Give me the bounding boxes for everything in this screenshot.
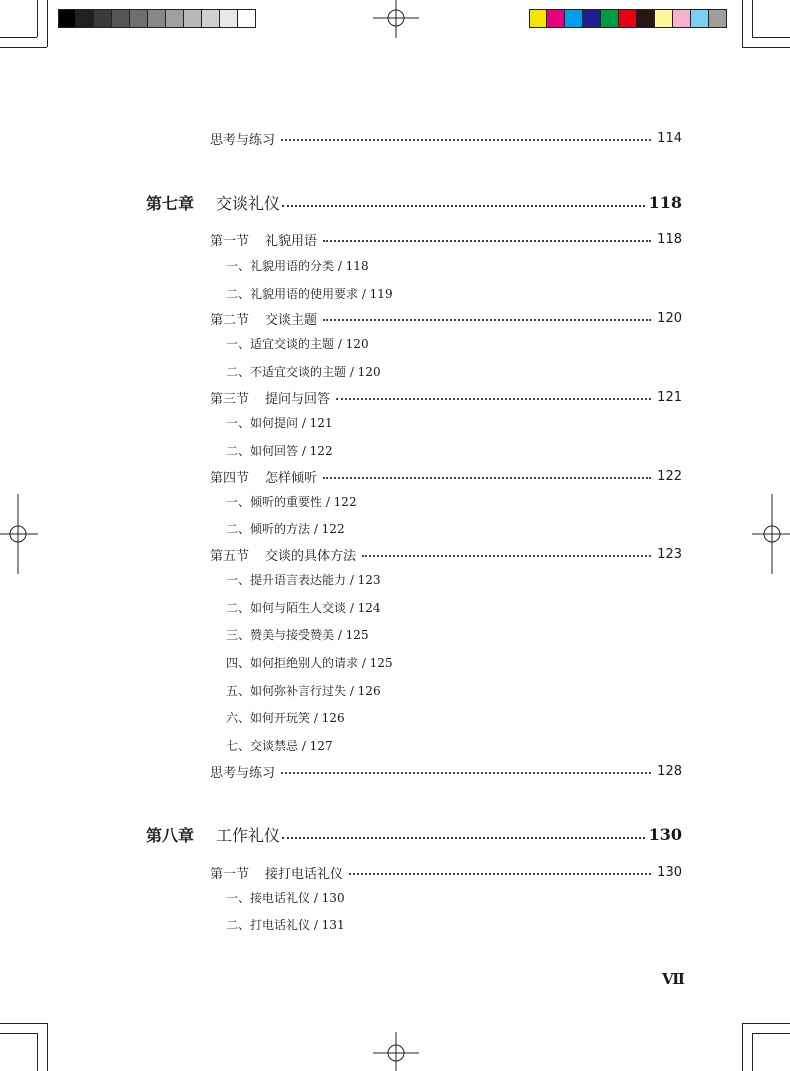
section-title: 接打电话礼仪 bbox=[265, 866, 344, 882]
toc-subitem[interactable]: 一、接电话礼仪 / 130 bbox=[226, 890, 345, 905]
dot-leader bbox=[323, 477, 651, 479]
page-number: 123 bbox=[657, 546, 682, 562]
section-number: 第一节 bbox=[210, 233, 250, 249]
toc-subitem[interactable]: 七、交谈禁忌 / 127 bbox=[226, 738, 333, 753]
toc-section-entry[interactable] bbox=[210, 386, 682, 408]
chapter-title: 交谈礼仪 bbox=[216, 193, 281, 213]
dot-leader bbox=[362, 555, 651, 557]
page-number: 130 bbox=[657, 864, 682, 880]
gray-swatch bbox=[94, 9, 112, 28]
registration-mark-bottom bbox=[373, 1032, 419, 1071]
page-number: 128 bbox=[657, 763, 682, 779]
gray-swatch bbox=[220, 9, 238, 28]
color-swatch bbox=[529, 9, 547, 28]
exercise-label: 思考与练习 bbox=[210, 132, 276, 148]
toc-chapter-entry[interactable] bbox=[146, 189, 682, 215]
section-number: 第四节 bbox=[210, 470, 250, 486]
grayscale-color-bar bbox=[58, 9, 256, 28]
gray-swatch bbox=[202, 9, 220, 28]
dot-leader bbox=[281, 139, 651, 141]
toc-section-entry[interactable] bbox=[210, 228, 682, 250]
section-title: 交谈主题 bbox=[265, 312, 318, 328]
page-number: 120 bbox=[657, 310, 682, 326]
color-swatch bbox=[565, 9, 583, 28]
gray-swatch bbox=[166, 9, 184, 28]
toc-subitem[interactable]: 一、礼貌用语的分类 / 118 bbox=[226, 258, 369, 273]
toc-subitem[interactable]: 二、不适宜交谈的主题 / 120 bbox=[226, 364, 381, 379]
color-swatch bbox=[709, 9, 727, 28]
gray-swatch bbox=[130, 9, 148, 28]
color-swatch bbox=[619, 9, 637, 28]
toc-subitem[interactable]: 一、提升语言表达能力 / 123 bbox=[226, 572, 381, 587]
toc-subitem[interactable]: 六、如何开玩笑 / 126 bbox=[226, 710, 345, 725]
page-number: 118 bbox=[648, 192, 682, 212]
toc-subitem[interactable]: 二、倾听的方法 / 122 bbox=[226, 521, 345, 536]
toc-subitem[interactable]: 二、礼貌用语的使用要求 / 119 bbox=[226, 286, 393, 301]
toc-chapter-entry[interactable] bbox=[146, 821, 682, 847]
gray-swatch bbox=[184, 9, 202, 28]
page-number: 114 bbox=[657, 130, 682, 146]
toc-subitem[interactable]: 一、倾听的重要性 / 122 bbox=[226, 494, 357, 509]
toc-subitem[interactable]: 一、如何提问 / 121 bbox=[226, 415, 333, 430]
toc-subitem[interactable]: 二、打电话礼仪 / 131 bbox=[226, 917, 345, 932]
page-number: 122 bbox=[657, 468, 682, 484]
toc-subitem[interactable]: 四、如何拒绝别人的请求 / 125 bbox=[226, 655, 393, 670]
section-title: 礼貌用语 bbox=[265, 233, 318, 249]
toc-subitem[interactable]: 五、如何弥补言行过失 / 126 bbox=[226, 683, 381, 698]
toc-subitem[interactable]: 三、赞美与接受赞美 / 125 bbox=[226, 627, 369, 642]
chapter-number: 第七章 bbox=[146, 193, 195, 213]
color-swatch bbox=[673, 9, 691, 28]
chapter-number: 第八章 bbox=[146, 825, 195, 845]
dot-leader bbox=[282, 837, 645, 839]
chapter-title: 工作礼仪 bbox=[216, 825, 281, 845]
section-title: 怎样倾听 bbox=[265, 470, 318, 486]
color-swatch bbox=[691, 9, 709, 28]
registration-mark-top bbox=[373, 0, 419, 38]
section-number: 第二节 bbox=[210, 312, 250, 328]
toc-section-entry[interactable] bbox=[210, 465, 682, 487]
toc-section-entry[interactable] bbox=[210, 543, 682, 565]
section-title: 提问与回答 bbox=[265, 391, 331, 407]
dot-leader bbox=[323, 240, 651, 242]
dot-leader bbox=[281, 772, 651, 774]
toc-section-entry[interactable] bbox=[210, 307, 682, 329]
gray-swatch bbox=[76, 9, 94, 28]
gray-swatch bbox=[112, 9, 130, 28]
gray-swatch bbox=[238, 9, 256, 28]
color-swatch bbox=[547, 9, 565, 28]
page-number: 118 bbox=[657, 231, 682, 247]
page-folio: Ⅶ bbox=[662, 970, 684, 988]
toc-subitem[interactable]: 二、如何与陌生人交谈 / 124 bbox=[226, 600, 381, 615]
toc-subitem[interactable]: 二、如何回答 / 122 bbox=[226, 443, 333, 458]
registration-mark-right bbox=[752, 494, 790, 574]
dot-leader bbox=[349, 873, 651, 875]
color-swatch bbox=[583, 9, 601, 28]
color-swatch bbox=[637, 9, 655, 28]
dot-leader bbox=[323, 319, 651, 321]
process-color-bar bbox=[529, 9, 727, 28]
color-swatch bbox=[601, 9, 619, 28]
section-number: 第一节 bbox=[210, 866, 250, 882]
gray-swatch bbox=[148, 9, 166, 28]
gray-swatch bbox=[58, 9, 76, 28]
page-number: 121 bbox=[657, 389, 682, 405]
toc-subitem[interactable]: 一、适宜交谈的主题 / 120 bbox=[226, 336, 369, 351]
section-title: 交谈的具体方法 bbox=[265, 548, 357, 564]
color-swatch bbox=[655, 9, 673, 28]
toc-exercise-entry[interactable] bbox=[210, 127, 682, 149]
section-number: 第三节 bbox=[210, 391, 250, 407]
page-number: 130 bbox=[648, 824, 682, 844]
dot-leader bbox=[336, 398, 651, 400]
exercise-label: 思考与练习 bbox=[210, 765, 276, 781]
dot-leader bbox=[282, 205, 645, 207]
registration-mark-left bbox=[0, 494, 38, 574]
toc-section-entry[interactable] bbox=[210, 861, 682, 883]
section-number: 第五节 bbox=[210, 548, 250, 564]
toc-exercise-entry[interactable] bbox=[210, 760, 682, 782]
